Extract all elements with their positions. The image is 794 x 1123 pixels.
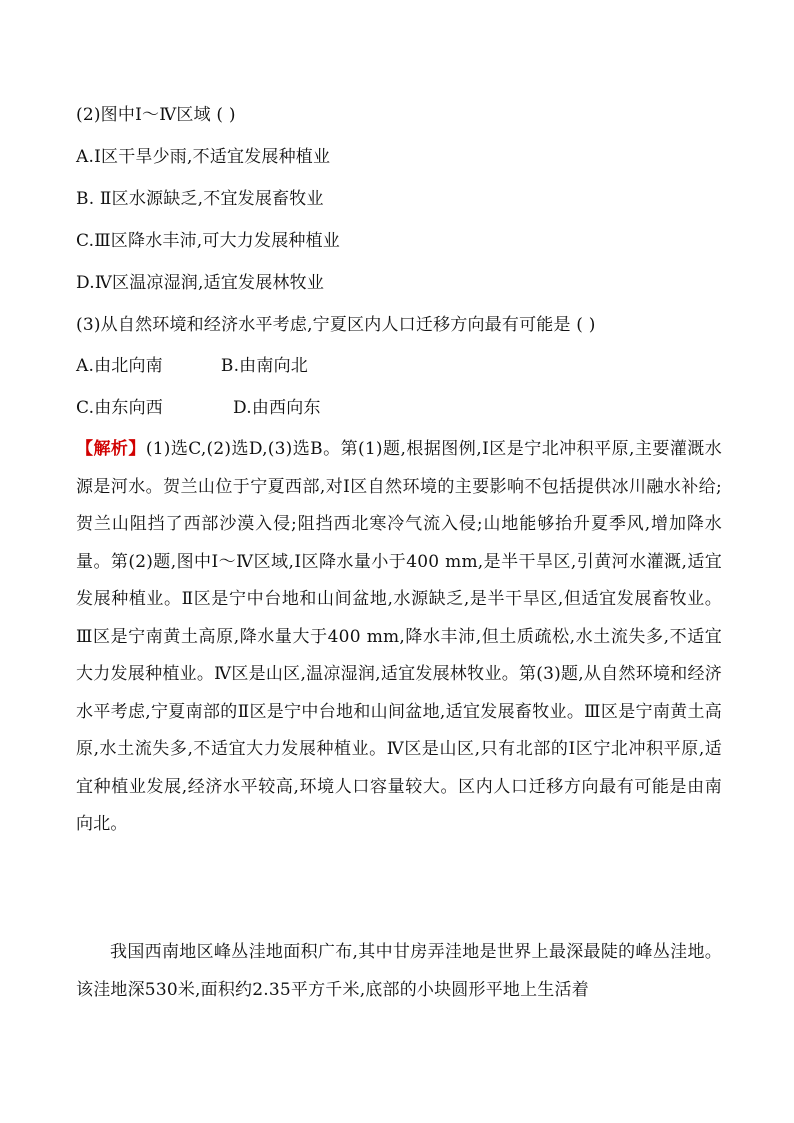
question-3-options-row-2 bbox=[76, 396, 321, 420]
question-2-option-a: A.Ⅰ区干旱少雨,不适宜发展种植业 bbox=[76, 147, 331, 167]
analysis-text: (1)选C,(2)选D,(3)选B。第(1)题,根据图例,Ⅰ区是宁北冲积平原,主要灌溉水源是河水。贺兰山位于宁夏西部,对Ⅰ区自然环境的主要影响不包括提供冰川融水补给;贺兰山阻挡了西部沙漠入侵;阻挡西北寒冷气流入侵;山地能够抬升夏季风,增加降水量。第(2)题,图中Ⅰ～Ⅳ区域,Ⅰ区降水量小于400 mm,是半干旱区,引黄河水灌溉,适宜发展种植业。Ⅱ区是宁中台地和山间盆地,水源缺乏,是半干旱区,但适宜发展畜牧业。Ⅲ区是宁南黄土高原,降水量大于400 mm,降水丰沛,但土质疏松,水土流失多,不适宜大力发展种植业。Ⅳ区是山区,温凉湿润,适宜发展林牧业。第(3)题,从自然环境和经济水平考虑,宁夏南部的Ⅱ区是宁中台地和山间盆地,适宜发展畜牧业。Ⅲ区是宁南黄土高原,水土流失多,不适宜大力发展种植业。Ⅳ区是山区,只有北部的Ⅰ区宁北冲积平原,适宜种植业发展,经济水平较高,环境人口容量较大。区内人口迁移方向最有可能是由南向北。 bbox=[76, 439, 722, 834]
question-2-option-b: B. Ⅱ区水源缺乏,不宜发展畜牧业 bbox=[76, 189, 324, 209]
analysis-paragraph bbox=[76, 431, 722, 844]
question-3-option-a: A.由北向南 bbox=[76, 356, 163, 376]
question-2-option-d: D.Ⅳ区温凉湿润,适宜发展林牧业 bbox=[76, 273, 325, 293]
passage-paragraph: 我国西南地区峰丛洼地面积广布,其中甘房弄洼地是世界上最深最陡的峰丛洼地。该洼地深530米,面积约2.35平方千米,底部的小块圆形平地上生活着 bbox=[76, 942, 722, 1000]
question-3-stem: (3)从自然环境和经济水平考虑,宁夏区内人口迁移方向最有可能是 ( ) bbox=[76, 315, 596, 335]
question-3-option-b: B.由南向北 bbox=[220, 356, 308, 376]
question-3-option-c: C.由东向西 bbox=[76, 398, 164, 418]
analysis-label: 【解析】 bbox=[76, 439, 146, 459]
question-3-option-d: D.由西向东 bbox=[233, 398, 321, 418]
question-2-option-c: C.Ⅲ区降水丰沛,可大力发展种植业 bbox=[76, 231, 341, 251]
question-3-options-row-1 bbox=[76, 354, 308, 378]
question-2-stem: (2)图中Ⅰ～Ⅳ区域 ( ) bbox=[76, 105, 236, 125]
